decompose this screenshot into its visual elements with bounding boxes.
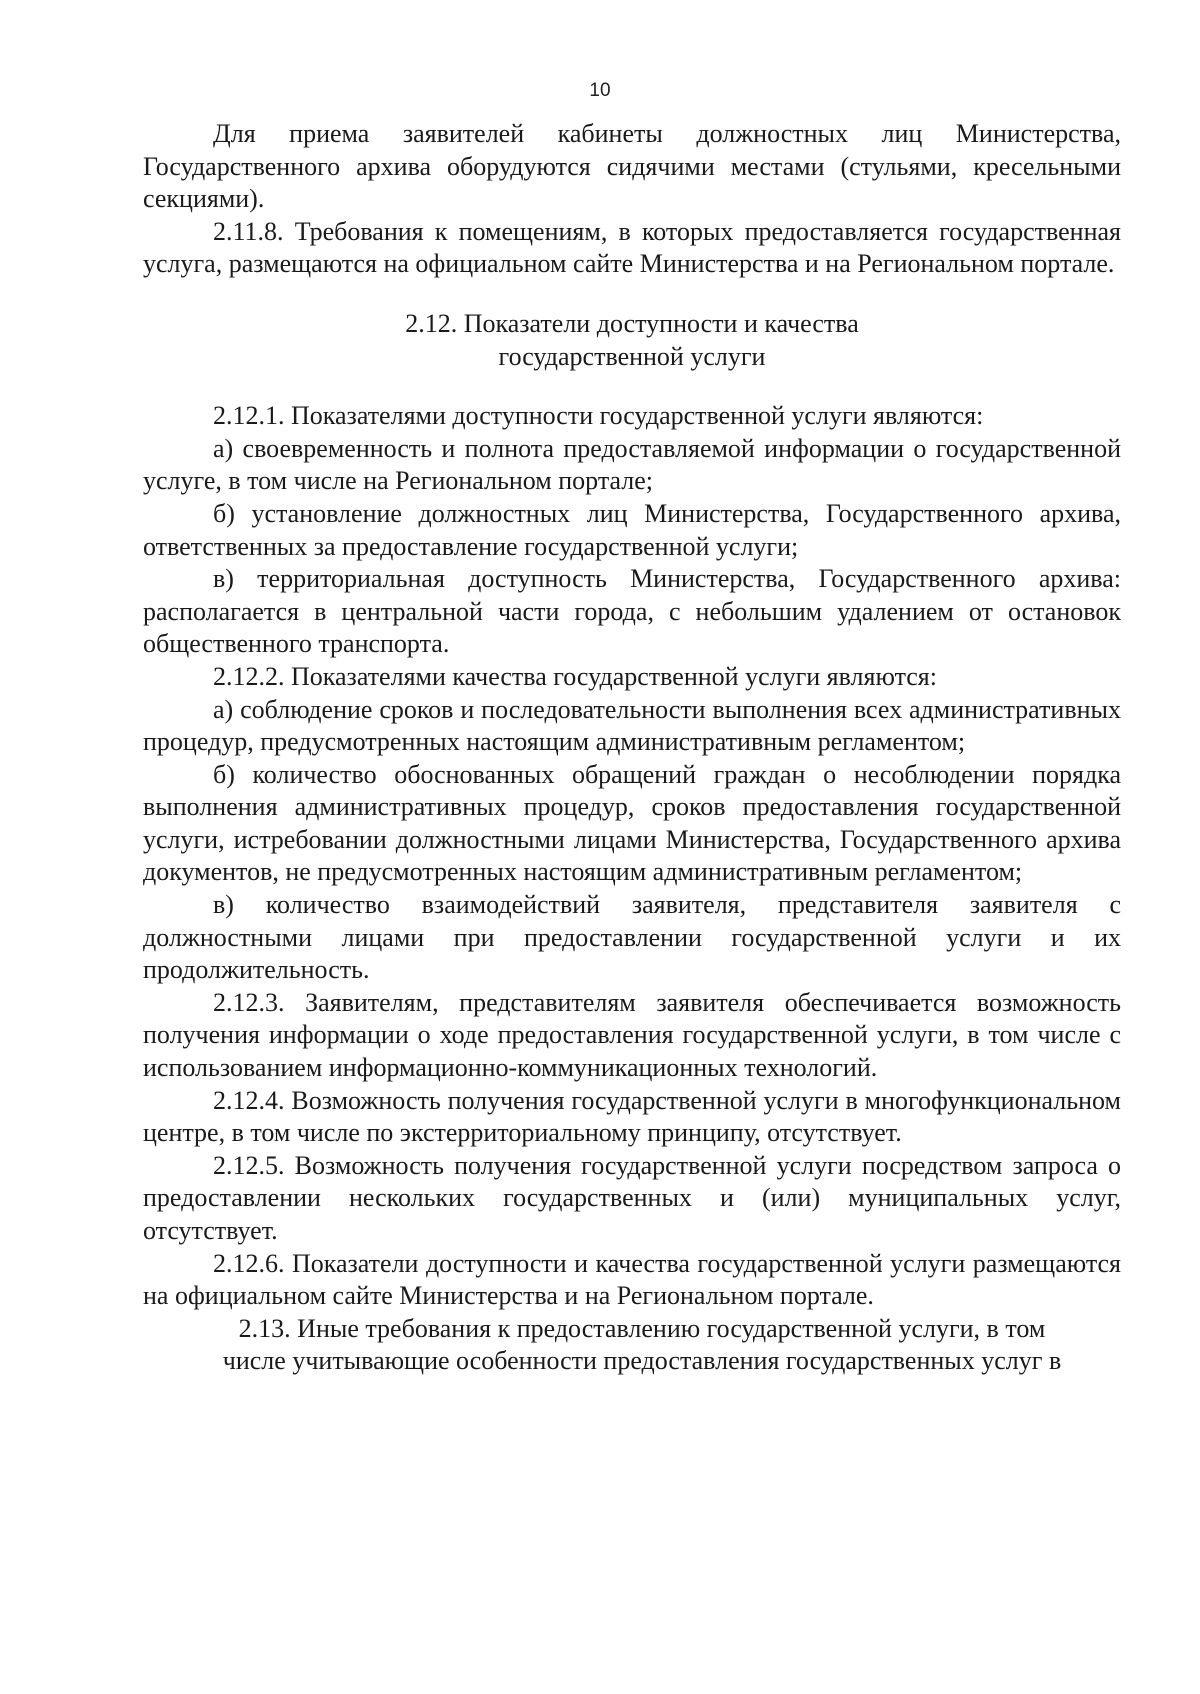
paragraph: а) своевременность и полнота предоставляемой информации о государственной услуге, в том числе на Региональном портале; <box>143 433 1121 496</box>
paragraph: а) соблюдение сроков и последовательности выполнения всех административных процедур, предусмотренных настоящим административным регламентом; <box>143 694 1121 757</box>
paragraph: в) количество взаимодействий заявителя, представителя заявителя с должностными лицами при предоставлении государственной услуги и их продолжительность. <box>143 890 1121 985</box>
paragraph: 2.12.5. Возможность получения государственной услуги посредством запроса о предоставлении нескольких государственных и (или) муниципальных услуг, отсутствует. <box>143 1150 1121 1245</box>
page-number: 10 <box>589 80 611 101</box>
paragraph: в) территориальная доступность Министерства, Государственного архива: располагается в центральной части города, с небольшим удалением от остановок общественного транспорта. <box>143 564 1121 659</box>
paragraph: 2.11.8. Требования к помещениям, в которых предоставляется государственная услуга, размещаются на официальном сайте Министерства и на Региональном портале. <box>143 216 1121 279</box>
heading-line: 2.12. Показатели доступности и качества <box>405 308 859 338</box>
section-heading-2-13 <box>143 1313 1121 1378</box>
heading-line: 2.13. Иные требования к предоставлению государственной услуги, в том <box>238 1313 1046 1343</box>
paragraph: 2.12.4. Возможность получения государственной услуги в многофункциональном центре, в том числе по экстерриториальному принципу, отсутствует. <box>143 1085 1121 1148</box>
section-heading-2-12 <box>143 308 1121 373</box>
heading-line: числе учитывающие особенности предоставления государственных услуг в <box>222 1346 1062 1376</box>
paragraph: б) количество обоснованных обращений граждан о несоблюдении порядка выполнения административных процедур, сроков предоставления государственной услуги, истребовании должностными лицами Министерства, Государственного архива документов, не предусмотренных настоящим административным регламентом; <box>143 759 1121 887</box>
heading-line: государственной услуги <box>498 341 766 371</box>
paragraph: Для приема заявителей кабинеты должностных лиц Министерства, Государственного архива оборудуются сидячими местами (стульями, кресельными секциями). <box>143 119 1121 214</box>
paragraph: б) установление должностных лиц Министерства, Государственного архива, ответственных за предоставление государственной услуги; <box>143 498 1121 561</box>
paragraph: 2.12.3. Заявителям, представителям заявителя обеспечивается возможность получения информации о ходе предоставления государственной услуги, в том числе с использованием информационно-коммуникационных технологий. <box>143 987 1121 1083</box>
paragraph: 2.12.6. Показатели доступности и качества государственной услуги размещаются на официальном сайте Министерства и на Региональном портале. <box>143 1248 1121 1311</box>
document-body <box>143 118 1121 1378</box>
paragraph: 2.12.1. Показателями доступности государственной услуги являются: <box>213 401 984 431</box>
paragraph: 2.12.2. Показателями качества государственной услуги являются: <box>213 661 937 691</box>
